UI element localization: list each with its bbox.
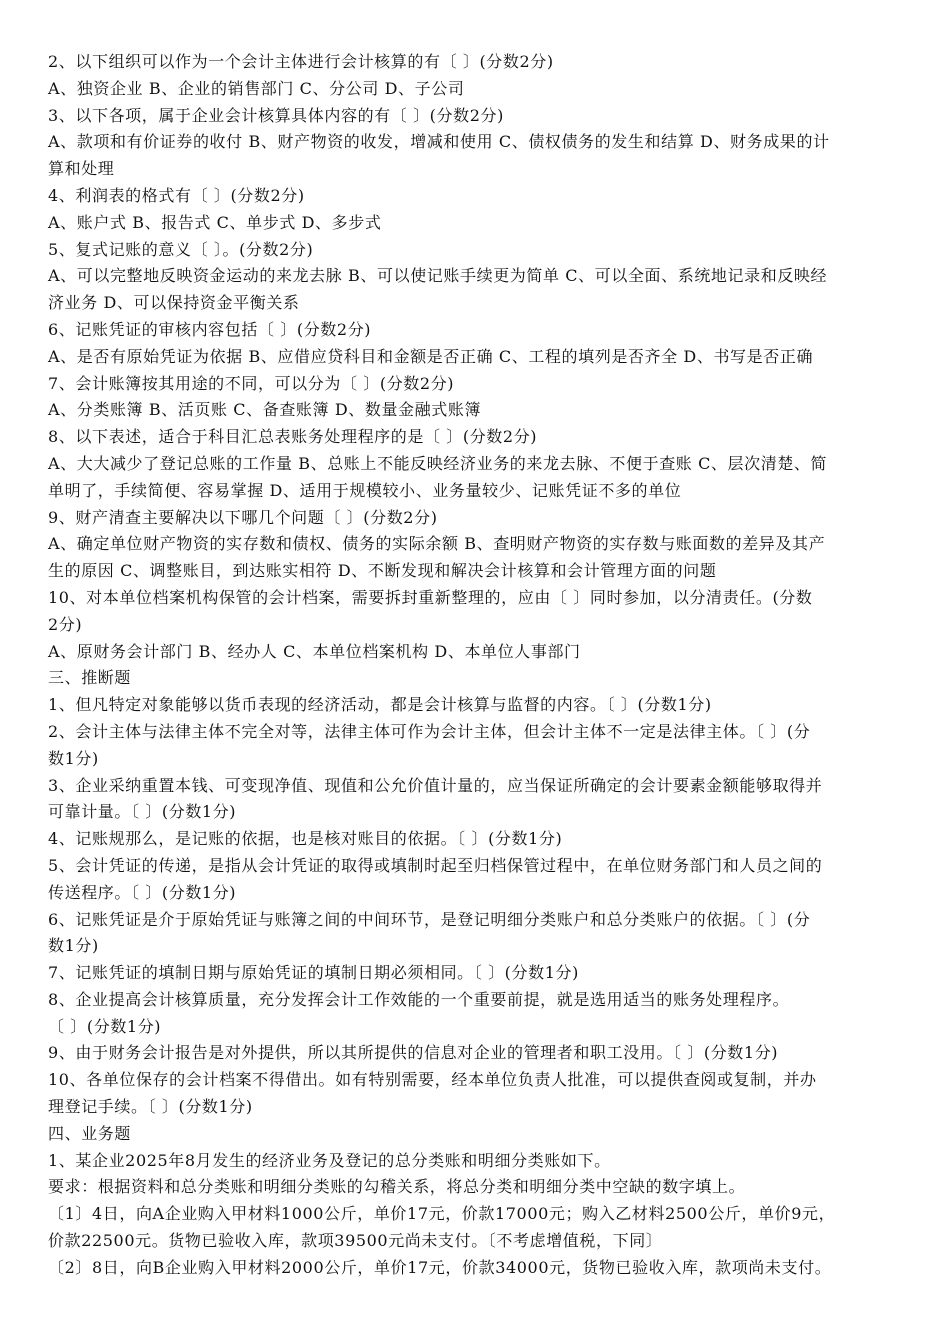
text-line: A、分类账簿 B、活页账 C、备查账簿 D、数量金融式账簿	[48, 400, 482, 420]
text-line: A、确定单位财产物资的实存数和债权、债务的实际余额 B、查明财产物资的实存数与账面数的差异及其产	[48, 534, 826, 554]
text-line: 6、记账凭证是介于原始凭证与账簿之间的中间环节，是登记明细分类账户和总分类账户的依据。〔 〕(分	[48, 909, 811, 929]
text-line: 10、对本单位档案机构保管的会计档案，需要拆封重新整理的，应由〔 〕同时参加，以分清责任。(分数	[48, 587, 813, 607]
text-line: 生的原因 C、调整账目，到达账实相符 D、不断发现和解决会计核算和会计管理方面的问题	[48, 561, 717, 581]
text-line: 1、某企业2025年8月发生的经济业务及登记的总分类账和明细分类账如下。	[48, 1150, 611, 1170]
text-line: 10、各单位保存的会计档案不得借出。如有特别需要，经本单位负责人批准，可以提供查阅或复制，并办	[48, 1070, 817, 1090]
text-line: A、大大减少了登记总账的工作量 B、总账上不能反映经济业务的来龙去脉、不便于查账 C、层次清楚、简	[48, 453, 828, 473]
text-line: A、款项和有价证券的收付 B、财产物资的收发，增减和使用 C、债权债务的发生和结算 D、财务成果的计	[48, 132, 830, 152]
text-line: A、账户式 B、报告式 C、单步式 D、多步式	[48, 212, 382, 232]
text-line: 7、记账凭证的填制日期与原始凭证的填制日期必须相同。〔 〕(分数1分)	[48, 963, 579, 983]
text-line: 9、财产清查主要解决以下哪几个问题〔 〕(分数2分)	[48, 507, 438, 527]
text-line: 要求：根据资料和总分类账和明细分类账的勾稽关系，将总分类和明细分类中空缺的数字填上。	[48, 1177, 746, 1197]
text-line: 济业务 D、可以保持资金平衡关系	[48, 293, 300, 313]
text-line: 6、记账凭证的审核内容包括〔 〕(分数2分)	[48, 319, 372, 339]
text-line: 单明了，手续简便、容易掌握 D、适用于规模较小、业务量较少、记账凭证不多的单位	[48, 480, 682, 500]
text-line: 8、企业提高会计核算质量，充分发挥会计工作效能的一个重要前提，就是选用适当的账务处理程序。	[48, 989, 790, 1009]
text-line: 5、复式记账的意义〔 〕。(分数2分)	[48, 239, 314, 259]
text-line: 3、企业采纳重置本钱、可变现净值、现值和公允价值计量的，应当保证所确定的会计要素金额能够取得并	[48, 775, 823, 795]
text-line: 数1分)	[48, 748, 99, 768]
text-line: 8、以下表述，适合于科目汇总表账务处理程序的是〔 〕(分数2分)	[48, 427, 538, 447]
text-line: 传送程序。〔 〕(分数1分)	[48, 882, 237, 902]
text-line: A、独资企业 B、企业的销售部门 C、分公司 D、子公司	[48, 78, 465, 98]
text-line: 三、推断题	[48, 668, 132, 688]
text-line: A、可以完整地反映资金运动的来龙去脉 B、可以使记账手续更为简单 C、可以全面、系统地记录和反映经	[48, 266, 828, 286]
text-line: 5、会计凭证的传递，是指从会计凭证的取得或填制时起至归档保管过程中，在单位财务部门和人员之间的	[48, 855, 823, 875]
text-line: 2分)	[48, 614, 83, 634]
text-line: 数1分)	[48, 936, 99, 956]
text-line: 7、会计账簿按其用途的不同，可以分为〔 〕(分数2分)	[48, 373, 455, 393]
text-line: 2、会计主体与法律主体不完全对等，法律主体可作为会计主体，但会计主体不一定是法律主体。〔 〕(分	[48, 721, 811, 741]
text-line: 4、记账规那么，是记账的依据，也是核对账目的依据。〔 〕(分数1分)	[48, 829, 563, 849]
text-line: 算和处理	[48, 159, 115, 179]
text-line: 2、以下组织可以作为一个会计主体进行会计核算的有〔 〕(分数2分)	[48, 52, 554, 71]
text-line: 可靠计量。〔 〕(分数1分)	[48, 802, 237, 822]
text-line: 3、以下各项，属于企业会计核算具体内容的有〔 〕(分数2分)	[48, 105, 504, 125]
text-line: 理登记手续。〔 〕(分数1分)	[48, 1097, 253, 1117]
text-line: 9、由于财务会计报告是对外提供，所以其所提供的信息对企业的管理者和职工没用。〔 〕(分数1分)	[48, 1043, 779, 1063]
text-line: 〔1〕4日，向A企业购入甲材料1000公斤，单价17元，价款17000元；购入乙材料2500公斤，单价9元，	[48, 1204, 836, 1224]
text-line: 4、利润表的格式有〔 〕(分数2分)	[48, 185, 305, 205]
text-line: 四、业务题	[48, 1123, 132, 1143]
text-line: A、原财务会计部门 B、经办人 C、本单位档案机构 D、本单位人事部门	[48, 641, 581, 661]
text-line: 〔 〕(分数1分)	[48, 1016, 162, 1036]
text-line: A、是否有原始凭证为依据 B、应借应贷科目和金额是否正确 C、工程的填列是否齐全 D、书写是否正确	[48, 346, 814, 366]
text-line: 1、但凡特定对象能够以货币表现的经济活动，都是会计核算与监督的内容。〔 〕(分数1分)	[48, 695, 712, 715]
text-line: 〔2〕8日，向B企业购入甲材料2000公斤，单价17元，价款34000元，货物已验收入库，款项尚未支付。	[48, 1257, 832, 1277]
text-line: 价款22500元。货物已验收入库，款项39500元尚未支付。〔不考虑增值税，下同〕	[48, 1231, 663, 1251]
